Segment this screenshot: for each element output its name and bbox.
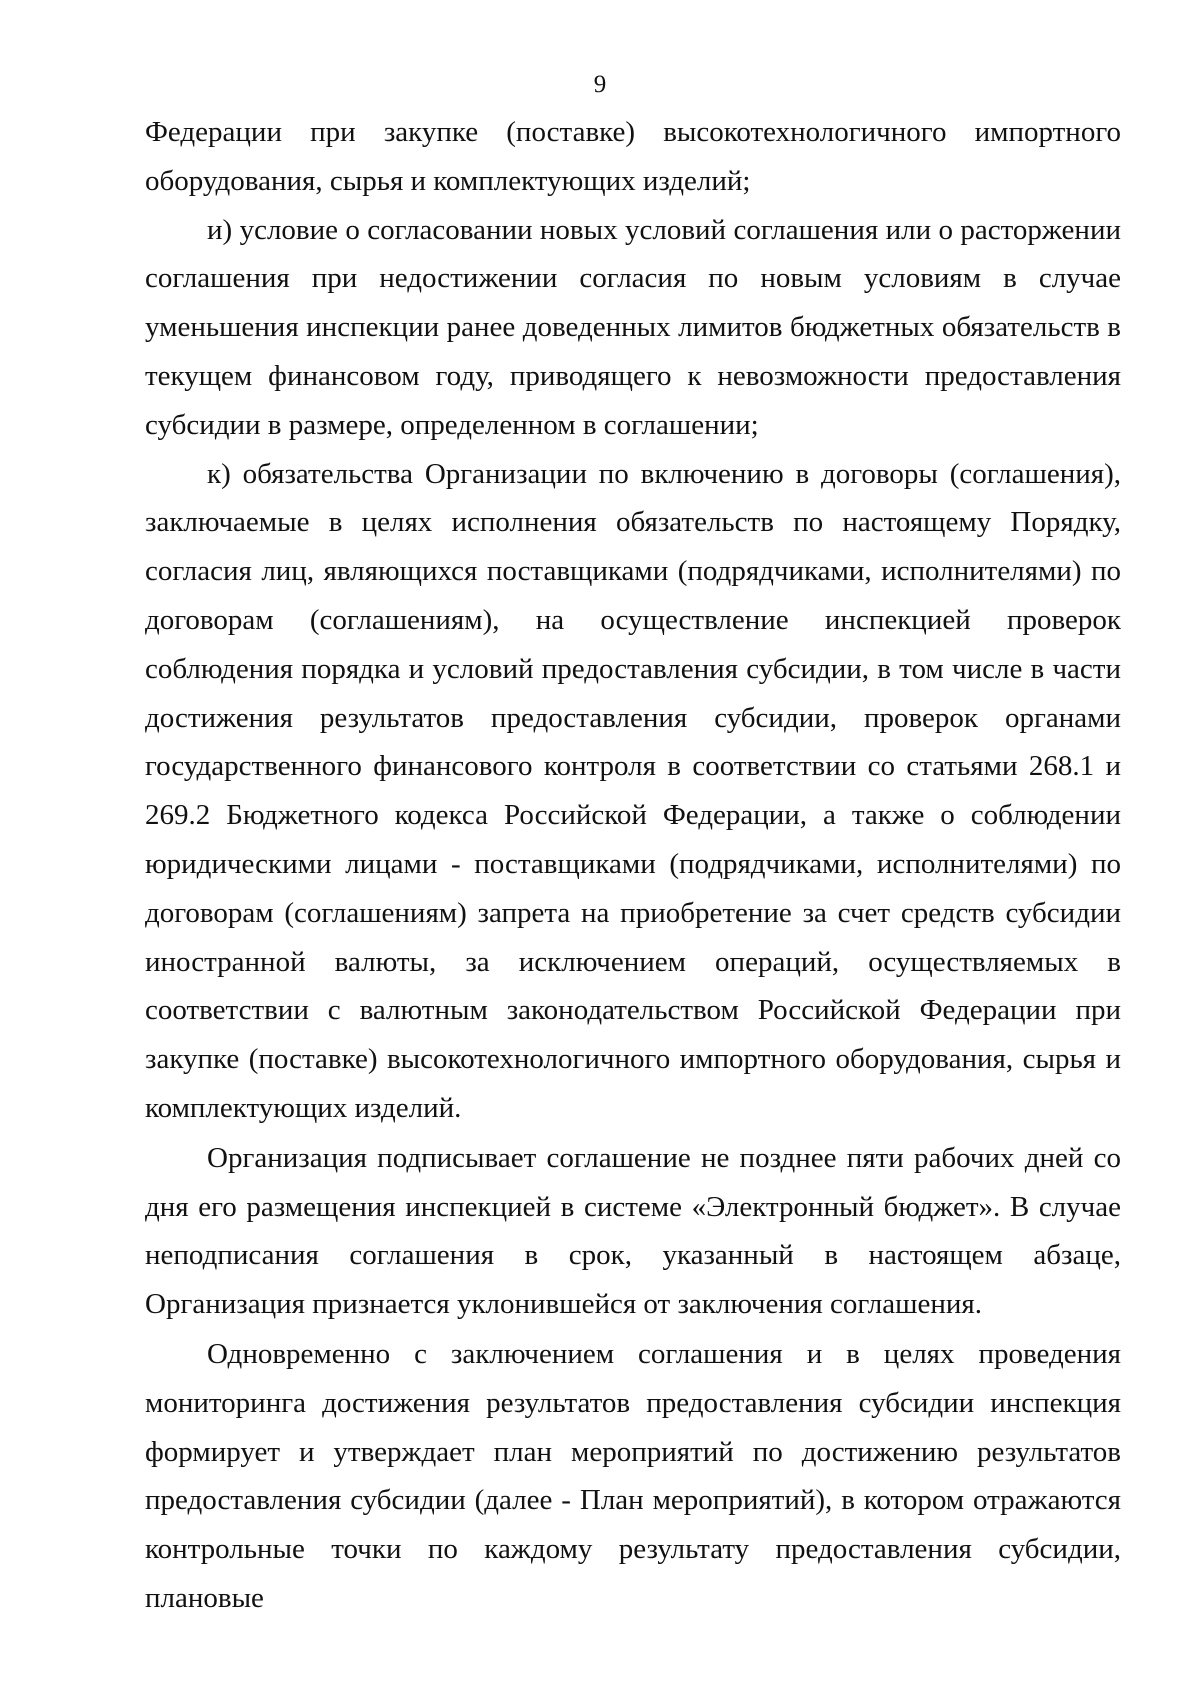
paragraph-signing: Организация подписывает соглашение не позднее пяти рабочих дней со дня его размещения инспекцией в системе «Электронный бюджет». В случае неподписания соглашения в срок, указанный в настоящем абзаце, Организация признается уклонившейся от заключения соглашения.	[145, 1141, 1121, 1321]
page-number: 9	[593, 71, 607, 98]
paragraph-plan: Одновременно с заключением соглашения и в целях проведения мониторинга достижения результатов предоставления субсидии инспекция формирует и утверждает план мероприятий по достижению результатов предоставления субсидии (далее - План мероприятий), в котором отражаются контрольные точки по каждому результату предоставления субсидии, плановые	[145, 1337, 1121, 1614]
paragraph-item-i: и) условие о согласовании новых условий соглашения или о расторжении соглашения при недостижении согласия по новым условиям в случае уменьшения инспекции ранее доведенных лимитов бюджетных обязательств в текущем финансовом году, приводящего к невозможности предоставления субсидии в размере, определенном в соглашении;	[145, 213, 1121, 441]
document-body	[145, 108, 1121, 1623]
paragraph-continuation: Федерации при закупке (поставке) высокотехнологичного импортного оборудования, сырья и комплектующих изделий;	[145, 116, 1121, 197]
paragraph-item-k: к) обязательства Организации по включению в договоры (соглашения), заключаемые в целях исполнения обязательств по настоящему Порядку, согласия лиц, являющихся поставщиками (подрядчиками, исполнителями) по договорам (соглашениям), на осуществление инспекцией проверок соблюдения порядка и условий предоставления субсидии, в том числе в части достижения результатов предоставления субсидии, проверок органами государственного финансового контроля в соответствии со статьями 268.1 и 269.2 Бюджетного кодекса Российской Федерации, а также о соблюдении юридическими лицами - поставщиками (подрядчиками, исполнителями) по договорам (соглашениям) запрета на приобретение за счет средств субсидии иностранной валюты, за исключением операций, осуществляемых в соответствии с валютным законодательством Российской Федерации при закупке (поставке) высокотехнологичного импортного оборудования, сырья и комплектующих изделий.	[145, 457, 1121, 1124]
